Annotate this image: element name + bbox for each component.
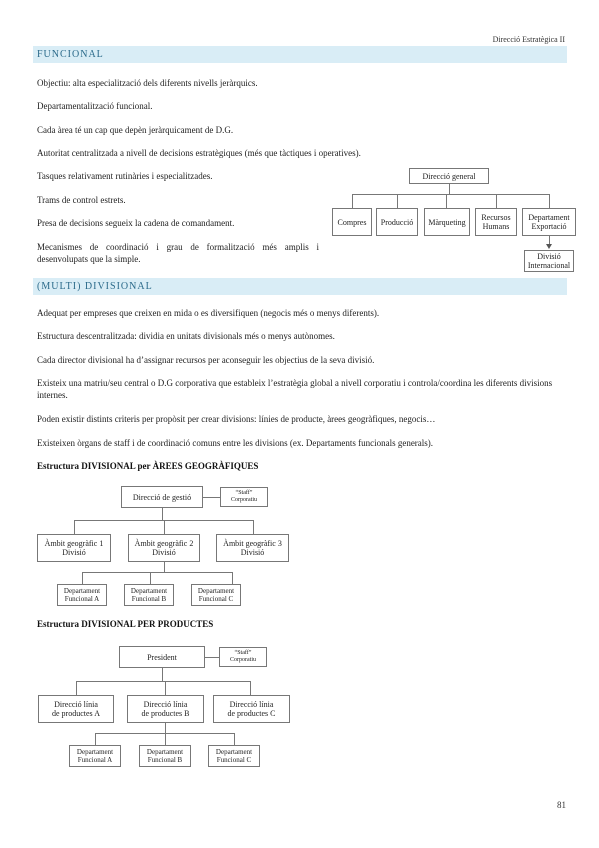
org-node-line: Divisió xyxy=(537,252,561,261)
department-node xyxy=(57,584,107,606)
org-node-top: President xyxy=(119,646,205,668)
staff-node xyxy=(219,647,267,667)
list-item: Mecanismes de coordinació i grau de formalització més amplis i desenvolupats que la simple. xyxy=(37,242,319,264)
org-node: Màrqueting xyxy=(424,208,470,236)
arrow-down-icon xyxy=(546,244,552,249)
department-node xyxy=(208,745,260,767)
org-node xyxy=(524,250,574,272)
section-heading-funcional: FUNCIONAL xyxy=(33,46,567,63)
org-node-top: Direcció de gestió xyxy=(121,486,203,508)
org-node-line: Departament xyxy=(215,748,253,756)
org-node-line: Funcional C xyxy=(216,756,252,764)
running-header: Direcció Estratègica II xyxy=(492,35,565,44)
department-node xyxy=(124,584,174,606)
division-node xyxy=(216,534,289,562)
division-node xyxy=(128,534,200,562)
list-item: Autoritat centralitzada a nivell de decisions estratègiques (més que tàctiques i operatives). xyxy=(37,148,361,158)
org-node-top: Direcció general xyxy=(409,168,489,184)
staff-node xyxy=(220,487,268,507)
list-item: Cada director divisional ha d’assignar recursos per aconseguir les objectius de la seva divisió. xyxy=(37,355,375,365)
org-node: Producció xyxy=(376,208,418,236)
chart-title-products: Estructura DIVISIONAL PER PRODUCTES xyxy=(37,619,214,629)
list-item: Cada àrea té un cap que depèn jeràrquicament de D.G. xyxy=(37,125,234,135)
org-node-line: Direcció línia xyxy=(143,700,188,709)
org-node-line: Departament xyxy=(130,587,168,595)
list-item: Objectiu: alta especialització dels diferents nivells jeràrquics. xyxy=(37,78,258,88)
org-node-line: Departament xyxy=(528,213,570,222)
org-node-line: Internacional xyxy=(527,261,571,270)
department-node xyxy=(191,584,241,606)
org-node xyxy=(475,208,517,236)
org-node-line: Divisió xyxy=(152,548,176,557)
division-node xyxy=(37,534,111,562)
org-node-line: “Staff” xyxy=(234,650,252,656)
org-node-line: Exportació xyxy=(531,222,567,231)
list-item: Tasques relativament rutinàries i especialitzades. xyxy=(37,171,213,181)
org-node-line: de productes B xyxy=(141,709,190,718)
chart-title-geo: Estructura DIVISIONAL per ÀREES GEOGRÀFIQUES xyxy=(37,461,259,471)
org-node-line: Departament xyxy=(146,748,184,756)
org-node-line: Divisió xyxy=(240,548,265,557)
org-node-line: Funcional A xyxy=(64,595,100,603)
list-item: Trams de control estrets. xyxy=(37,195,126,205)
department-node xyxy=(139,745,191,767)
org-node-line: Funcional B xyxy=(131,595,167,603)
list-item: Existeixen òrgans de staff i de coordinació comuns entre les divisions (ex. Departaments funcionals generals). xyxy=(37,438,434,448)
list-item: Estructura descentralitzada: dividia en unitats divisionals més o menys autònomes. xyxy=(37,331,335,341)
org-node-line: Funcional C xyxy=(198,595,234,603)
org-node-line: de productes A xyxy=(52,709,100,718)
org-node-line: Recursos xyxy=(481,213,511,222)
department-node xyxy=(69,745,121,767)
list-item: Poden existir distints criteris per propòsit per crear divisions: línies de producte, àrees geogràfiques, negocis… xyxy=(37,414,436,424)
org-node-line: Funcional A xyxy=(77,756,113,764)
org-node-line: Divisió xyxy=(62,548,86,557)
org-node-line: de productes C xyxy=(227,709,276,718)
org-node-line: Corporatiu xyxy=(231,497,257,503)
org-node-line: Àmbit geogràfic 1 xyxy=(44,539,104,548)
list-item: Existeix una matriu/seu central o D.G corporativa que estableix l’estratègia global a nivell corporatiu i controla/coordina les diferents divisions internes. xyxy=(37,378,553,400)
org-node-line: Departament xyxy=(76,748,114,756)
org-node-line: Direcció línia xyxy=(229,700,274,709)
org-node-line: Departament xyxy=(63,587,101,595)
org-node-line: Departament xyxy=(197,587,235,595)
org-node xyxy=(522,208,576,236)
org-node-line: Corporatiu xyxy=(230,657,256,663)
list-item: Presa de decisions segueix la cadena de comandament. xyxy=(37,218,235,228)
list-item: Departamentalització funcional. xyxy=(37,101,153,111)
org-node-line: Funcional B xyxy=(147,756,183,764)
division-node xyxy=(127,695,204,723)
org-node-line: Àmbit geogràfic 3 xyxy=(223,539,282,548)
org-node-line: Direcció línia xyxy=(54,700,98,709)
org-node-line: Àmbit geogràfic 2 xyxy=(134,539,194,548)
org-node-line: “Staff” xyxy=(235,490,253,496)
section-heading-divisional: (MULTI) DIVISIONAL xyxy=(33,278,567,295)
division-node xyxy=(213,695,290,723)
list-item: Adequat per empreses que creixen en mida o es diversifiquen (negocis més o menys diferents). xyxy=(37,308,380,318)
org-node: Compres xyxy=(332,208,372,236)
page-number: 81 xyxy=(557,800,566,810)
org-node-line: Humans xyxy=(482,222,510,231)
division-node xyxy=(38,695,114,723)
